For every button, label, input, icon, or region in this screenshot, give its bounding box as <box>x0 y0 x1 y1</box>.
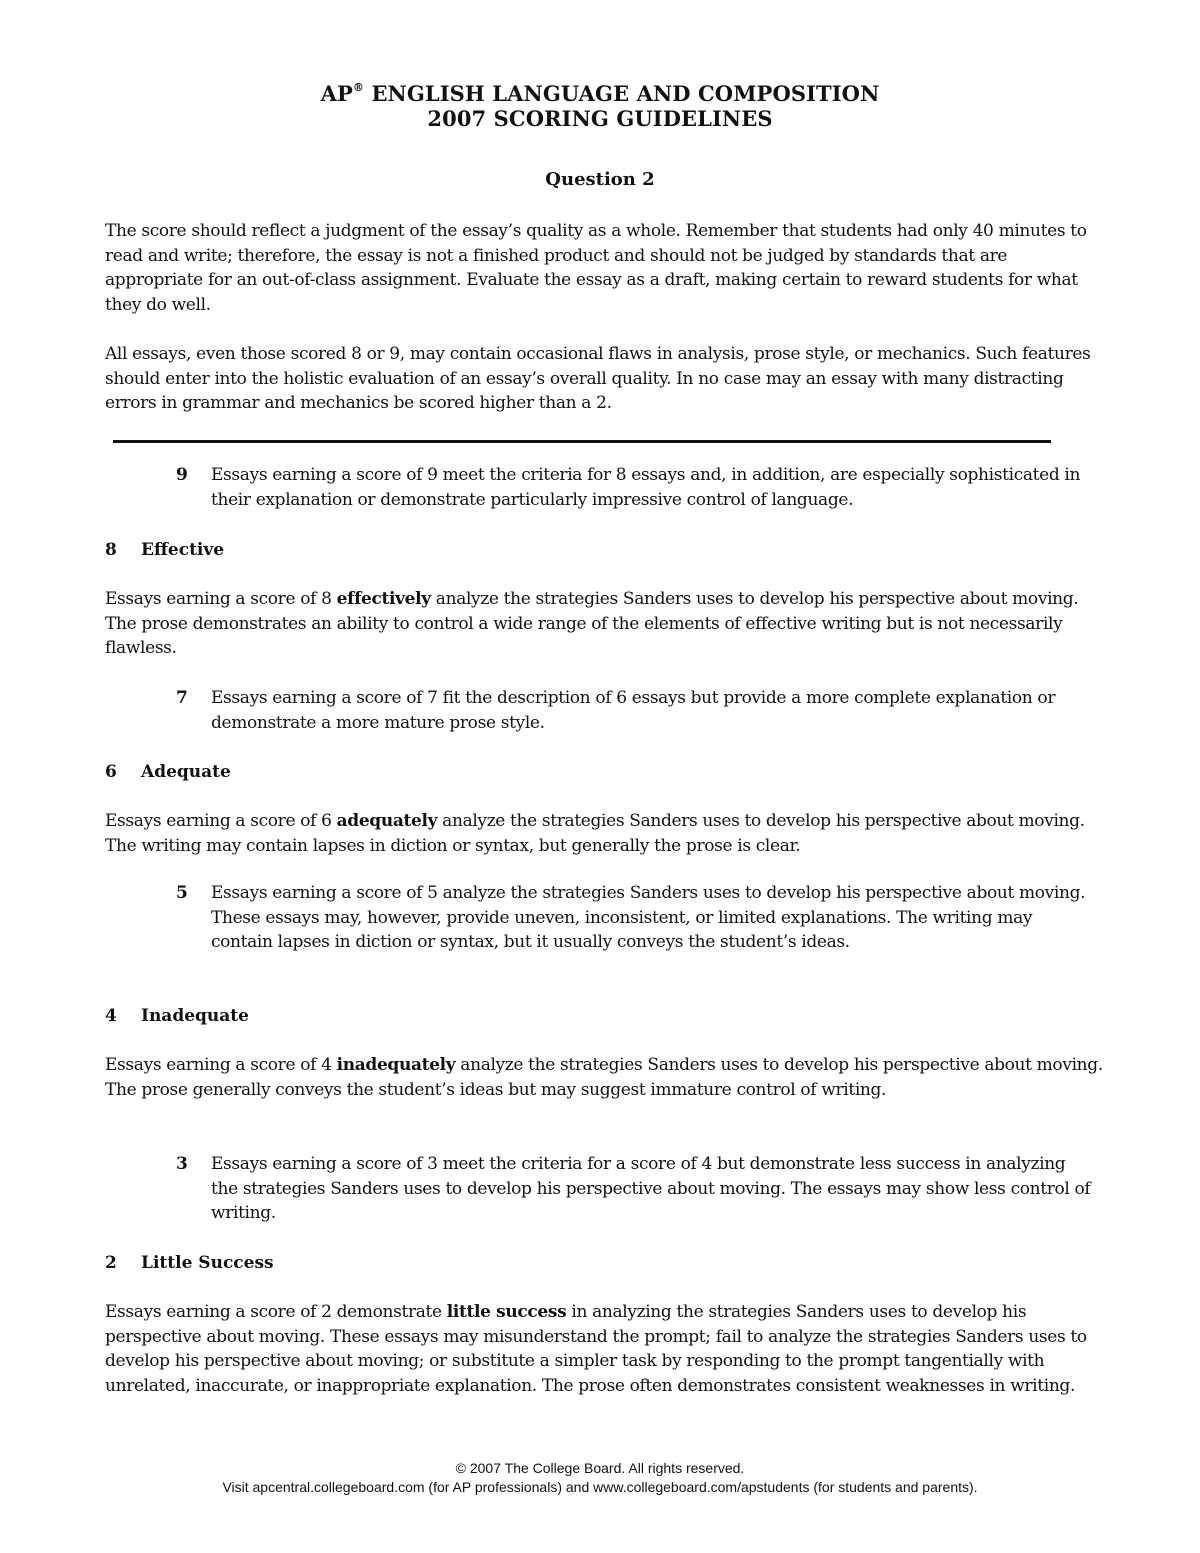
score-8-text-start: Essays earning a score of 8 <box>105 589 337 609</box>
score-3-block <box>176 1152 1096 1226</box>
footer-links-line: Visit apcentral.collegeboard.com (for AP professionals) and www.collegeboard.com/apstudents (for students and parents). <box>222 1479 978 1495</box>
score-9-text: Essays earning a score of 9 meet the criteria for 8 essays and, in addition, are especially sophisticated in their explanation or demonstrate particularly impressive control of language. <box>211 465 1081 510</box>
score-6-text-end: analyze the strategies Sanders uses to develop his perspective about moving. The writing may contain lapses in diction or syntax, but generally the prose is clear. <box>105 811 1085 856</box>
score-9-number: 9 <box>176 465 188 485</box>
score-9-block <box>176 463 1096 512</box>
score-2-heading <box>105 1251 274 1275</box>
score-4-description <box>105 1053 1105 1102</box>
score-7-text: Essays earning a score of 7 fit the description of 6 essays but provide a more complete explanation or demonstrate a more mature prose style. <box>211 688 1056 733</box>
score-5-number: 5 <box>176 883 188 903</box>
score-6-label: Adequate <box>141 762 231 782</box>
intro-paragraph-2: All essays, even those scored 8 or 9, may contain occasional flaws in analysis, prose style, or mechanics. Such features should enter into the holistic evaluation of an essay’s overall quality. In no case may an essay with many distracting errors in grammar and mechanics be scored higher than a 2. <box>105 344 1091 414</box>
score-2-number: 2 <box>105 1253 117 1273</box>
score-2-text-start: Essays earning a score of 2 demonstrate <box>105 1302 447 1322</box>
score-8-keyword: effectively <box>336 589 431 609</box>
score-4-label: Inadequate <box>141 1006 249 1026</box>
score-8-number: 8 <box>105 540 117 560</box>
score-4-heading <box>105 1004 249 1028</box>
section-divider <box>113 440 1051 443</box>
score-6-heading <box>105 760 231 784</box>
registered-mark: ® <box>352 81 365 94</box>
score-5-text: Essays earning a score of 5 analyze the strategies Sanders uses to develop his perspective about moving. These essays may, however, provide uneven, inconsistent, or limited explanations. The writing may contain lapses in diction or syntax, but it usually conveys the student’s ideas. <box>211 883 1086 953</box>
score-3-number: 3 <box>176 1154 188 1174</box>
score-6-description <box>105 809 1105 858</box>
score-4-keyword: inadequately <box>336 1055 456 1075</box>
document-subtitle: 2007 SCORING GUIDELINES <box>427 106 773 131</box>
score-6-keyword: adequately <box>336 811 438 831</box>
score-6-number: 6 <box>105 762 117 782</box>
title-prefix: AP <box>320 81 353 106</box>
score-4-text-end: analyze the strategies Sanders uses to develop his perspective about moving. The prose generally conveys the student’s ideas but may suggest immature control of writing. <box>105 1055 1103 1100</box>
intro-paragraph-1: The score should reflect a judgment of the essay’s quality as a whole. Remember that students had only 40 minutes to read and write; therefore, the essay is not a finished product and should not be judged by standards that are appropriate for an out-of-class assignment. Evaluate the essay as a draft, making certain to reward students for what they do well. <box>105 221 1087 316</box>
score-8-heading <box>105 538 224 562</box>
score-3-text: Essays earning a score of 3 meet the criteria for a score of 4 but demonstrate less success in analyzing the strategies Sanders uses to develop his perspective about moving. The essays may show less control of writing. <box>211 1154 1091 1224</box>
score-2-keyword: little success <box>446 1302 567 1322</box>
score-6-text-start: Essays earning a score of 6 <box>105 811 337 831</box>
score-5-block <box>176 881 1096 955</box>
score-7-block <box>176 686 1096 735</box>
score-2-text-end: in analyzing the strategies Sanders uses to develop his perspective about moving. These essays may misunderstand the prompt; fail to analyze the strategies Sanders uses to develop his perspective about moving; or substitute a simpler task by responding to the prompt tangentially with unrelated, inaccurate, or inappropriate explanation. The prose often demonstrates consistent weaknesses in writing. <box>105 1302 1087 1397</box>
score-7-number: 7 <box>176 688 188 708</box>
copyright-line: © 2007 The College Board. All rights reserved. <box>455 1460 745 1476</box>
score-4-number: 4 <box>105 1006 117 1026</box>
question-heading: Question 2 <box>545 169 655 190</box>
score-8-text-end: analyze the strategies Sanders uses to develop his perspective about moving. The prose demonstrates an ability to control a wide range of the elements of effective writing but is not necessarily flawless. <box>105 589 1079 659</box>
score-8-label: Effective <box>141 540 225 560</box>
title-rest: ENGLISH LANGUAGE AND COMPOSITION <box>364 81 880 106</box>
score-8-description <box>105 587 1105 661</box>
score-2-label: Little Success <box>141 1253 274 1273</box>
score-4-text-start: Essays earning a score of 4 <box>105 1055 337 1075</box>
score-2-description <box>105 1300 1105 1399</box>
